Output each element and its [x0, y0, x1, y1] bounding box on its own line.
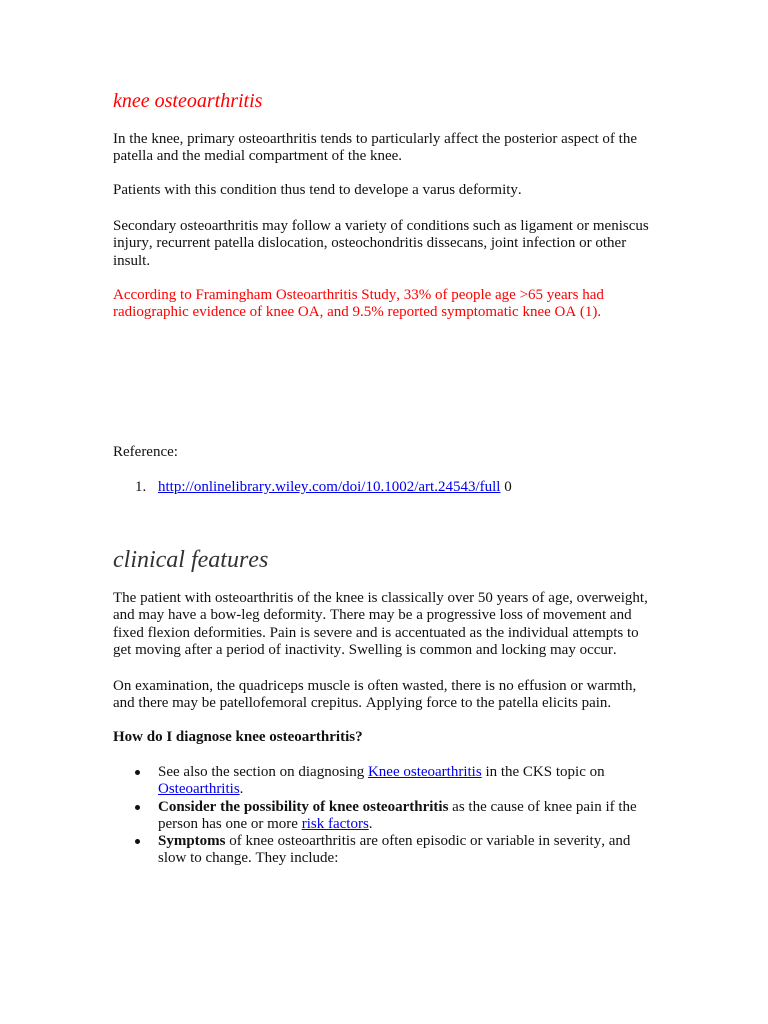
heading-knee-osteoarthritis: knee osteoarthritis	[113, 90, 263, 112]
paragraph-examination-findings: On examination, the quadriceps muscle is often wasted, there is no effusion or warmth, and there may be patellofemoral crepitus. Applying force to the patella elicits pain.	[113, 678, 637, 712]
reference-label: Reference:	[113, 444, 178, 460]
paragraph-patient-presentation: The patient with osteoarthritis of the knee is classically over 50 years of age, overweight, and may have a bow-leg deformity. There may be a progressive loss of movement and fixed flexion deformities. Pain is severe and is accentuated as the individual attempts to get moving after a period of inactivity. Swelling is common and locking may occur.	[113, 590, 648, 658]
paragraph-secondary-osteoarthritis: Secondary osteoarthritis may follow a variety of conditions such as ligament or meniscus injury, recurrent patella dislocation, osteochondritis dissecans, joint infection or other insult.	[113, 218, 649, 269]
link-knee-osteoarthritis[interactable]: Knee osteoarthritis	[367, 764, 482, 780]
paragraph-varus-deformity: Patients with this condition thus tend to develope a varus deformity.	[113, 182, 522, 198]
bullet-item-symptoms	[113, 833, 655, 868]
link-osteoarthritis[interactable]: Osteoarthritis	[158, 781, 240, 798]
bullet-text: in the CKS topic on	[485, 764, 605, 780]
reference-number: 1.	[135, 479, 147, 495]
reference-link[interactable]: http://onlinelibrary.wiley.com/doi/10.1002/art.24543/full	[158, 479, 501, 495]
question-heading-diagnosis: How do I diagnose knee osteoarthritis?	[113, 729, 363, 745]
bullet-icon	[135, 839, 140, 844]
bullet-text: as the cause of knee pain if the person has one or more	[158, 798, 637, 832]
bullet-icon	[135, 805, 140, 810]
bullet-text: of knee osteoarthritis are often episodic or variable in severity, and slow to change. They include:	[158, 833, 631, 867]
bullet-bold-text: Consider the possibility of knee osteoarthritis	[158, 798, 449, 815]
bullet-item-consider-possibility	[113, 799, 655, 834]
reference-item	[113, 479, 655, 496]
reference-list	[113, 479, 655, 496]
paragraph-framingham-statistic: According to Framingham Osteoarthritis Study, 33% of people age >65 years had radiographic evidence of knee OA, and 9.5% reported symptomatic knee OA (1).	[113, 287, 604, 321]
bullet-bold-text: Symptoms	[158, 833, 226, 850]
link-risk-factors[interactable]: risk factors	[301, 815, 369, 832]
diagnosis-bullet-list	[113, 764, 655, 868]
bullet-item-see-also	[113, 764, 655, 799]
bullet-text-end: .	[239, 781, 244, 798]
bullet-icon	[135, 770, 140, 775]
heading-clinical-features: clinical features	[113, 547, 269, 573]
bullet-text-end: .	[368, 815, 373, 832]
paragraph-primary-osteoarthritis: In the knee, primary osteoarthritis tends to particularly affect the posterior aspect of the patella and the medial compartment of the knee.	[113, 131, 637, 165]
bullet-text: See also the section on diagnosing	[158, 764, 365, 780]
reference-suffix: 0	[504, 479, 512, 495]
